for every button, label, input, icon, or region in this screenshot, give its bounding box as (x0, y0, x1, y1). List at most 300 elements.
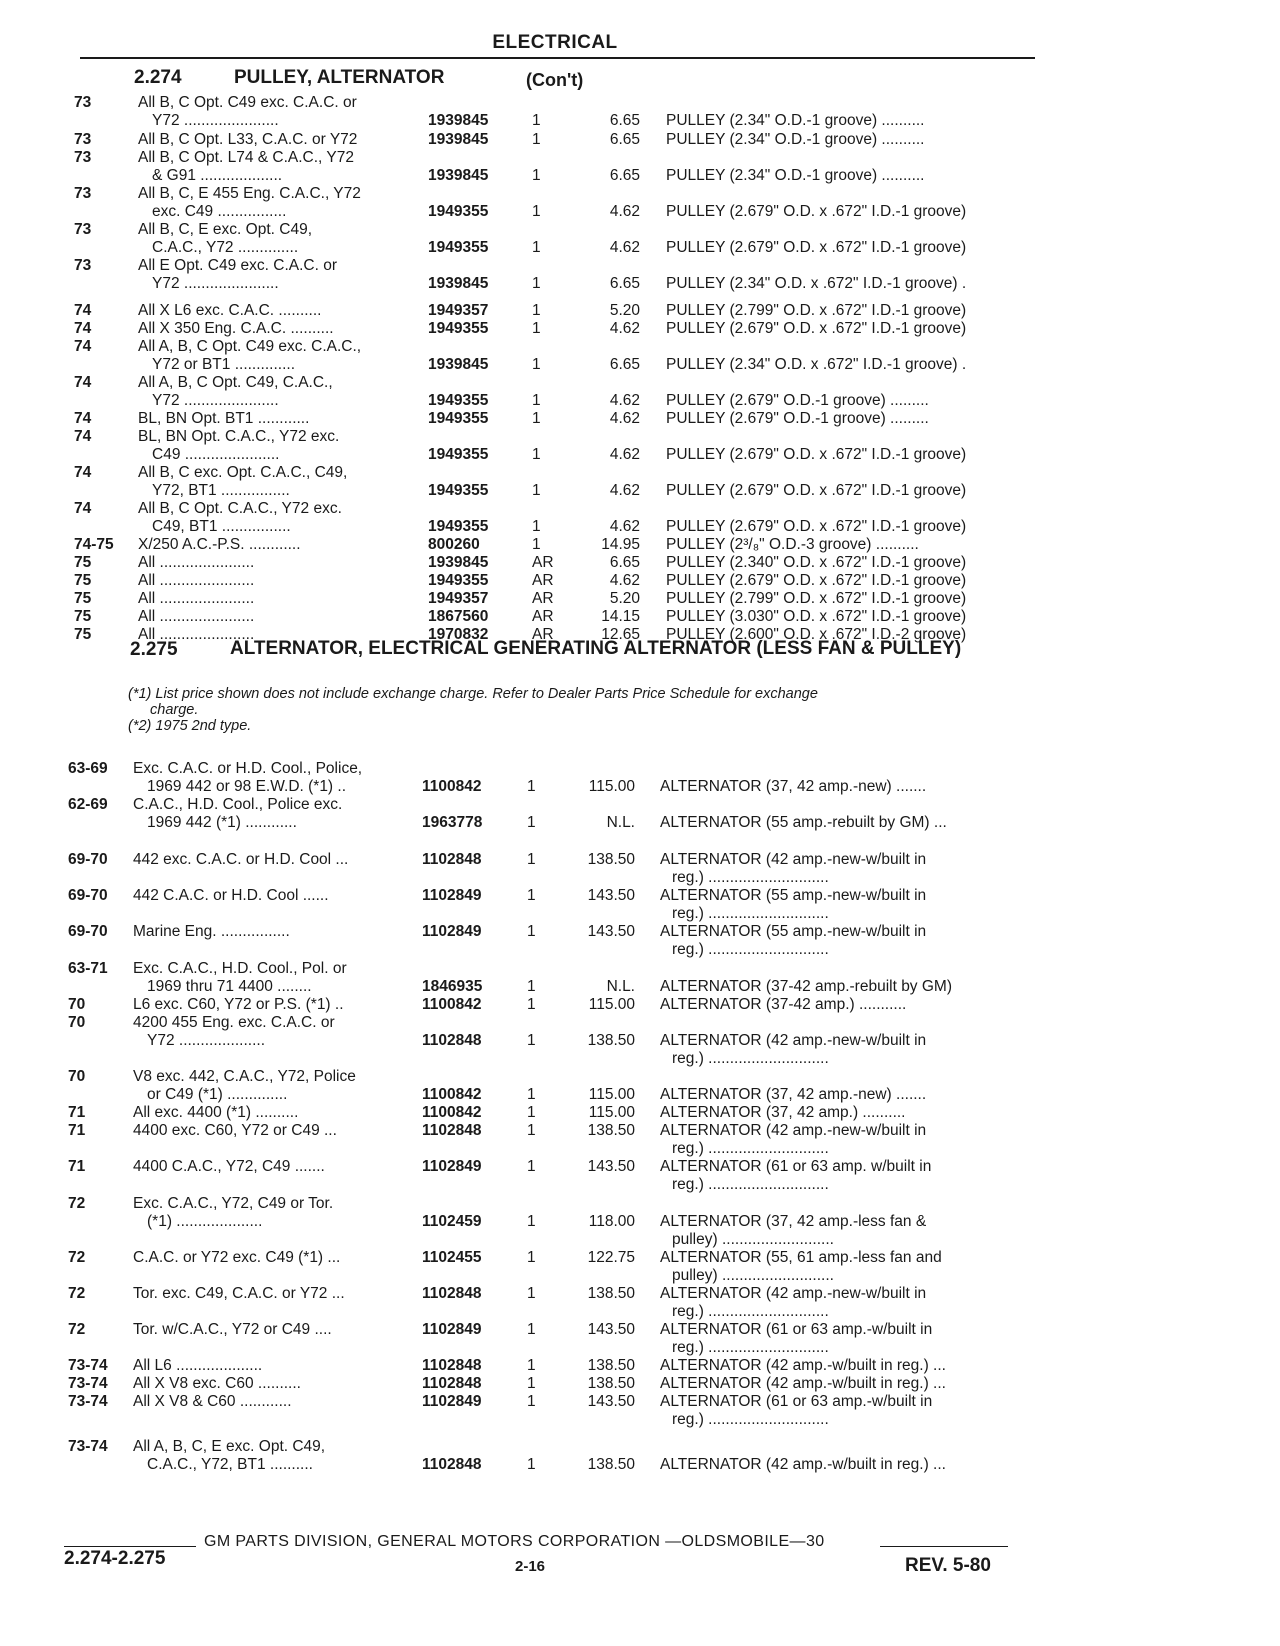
quantity: 1 (532, 131, 541, 148)
part-description (660, 1321, 932, 1357)
application-line: All ...................... (138, 554, 255, 571)
part-description (660, 851, 926, 887)
list-price: 138.50 (587, 1357, 635, 1374)
application-line: All A, B, C Opt. C49 exc. C.A.C., (138, 338, 362, 355)
application-line: 1969 thru 71 4400 ........ (147, 978, 312, 995)
application-line: All exc. 4400 (*1) .......... (133, 1104, 299, 1121)
application-line: BL, BN Opt. BT1 ............ (138, 410, 310, 427)
application-line: All B, C Opt. C49 exc. C.A.C. or (138, 94, 357, 111)
application-line: Y72 ...................... (152, 112, 279, 129)
part-number: 1949355 (428, 320, 489, 337)
description-line: PULLEY (2.600" O.D. x .672" I.D.-2 groove) (666, 626, 967, 643)
application (133, 1357, 262, 1375)
application-line: exc. C49 ................ (152, 203, 287, 220)
application-line: All B, C Opt. L33, C.A.C. or Y72 (138, 131, 358, 148)
part-number: 1939845 (428, 554, 489, 571)
part-number: 1949355 (428, 392, 489, 409)
description-line: pulley) .......................... (672, 1267, 834, 1284)
part-description (666, 275, 966, 293)
application (133, 1158, 325, 1176)
part-description (666, 203, 966, 221)
application (133, 960, 347, 996)
footer-section-range: 2.274-2.275 (64, 1548, 166, 1569)
application (138, 221, 312, 257)
quantity: 1 (527, 923, 536, 940)
list-price: 143.50 (587, 1393, 635, 1410)
part-description (666, 167, 925, 185)
footer-page-number: 2-16 (515, 1558, 546, 1575)
part-number: 800260 (428, 536, 480, 553)
year-range: 69-70 (68, 851, 108, 868)
description-line: ALTERNATOR (37-42 amp.-rebuilt by GM) (660, 978, 952, 995)
year-range: 63-71 (68, 960, 108, 977)
description-line: PULLEY (3.030" O.D. x .672" I.D.-1 groove) (666, 608, 967, 625)
part-description (660, 1375, 946, 1393)
year-range: 73 (74, 149, 92, 166)
year-range: 75 (74, 590, 92, 607)
description-line: ALTERNATOR (55 amp.-new-w/built in (660, 923, 927, 940)
application (138, 149, 354, 185)
part-number: 1102848 (422, 1032, 482, 1049)
part-description (660, 1393, 932, 1429)
description-line: ALTERNATOR (55 amp.-rebuilt by GM) ... (660, 814, 947, 831)
application (133, 1122, 337, 1140)
application-line: All B, C exc. Opt. C.A.C., C49, (138, 464, 348, 481)
quantity: 1 (527, 1321, 536, 1338)
list-price: 4.62 (609, 410, 640, 427)
part-number: 1949355 (428, 482, 489, 499)
note-line: charge. (150, 702, 199, 718)
part-description (666, 608, 966, 626)
description-line: reg.) ............................ (672, 941, 829, 958)
quantity: 1 (532, 112, 541, 129)
year-range: 75 (74, 572, 92, 589)
application (138, 374, 333, 410)
quantity: 1 (527, 1158, 536, 1175)
section-title: ALTERNATOR, ELECTRICAL GENERATING ALTERNATOR (LESS FAN & PULLEY) (230, 638, 962, 659)
list-price: 6.65 (609, 554, 640, 571)
description-line: PULLEY (2.679" O.D. x .672" I.D.-1 groove) (666, 572, 967, 589)
application-line: Tor. w/C.A.C., Y72 or C49 .... (133, 1321, 332, 1338)
application-line: All A, B, C Opt. C49, C.A.C., (138, 374, 333, 391)
application-line: C.A.C., Y72, BT1 .......... (147, 1456, 313, 1473)
list-price: 115.00 (588, 1104, 635, 1121)
description-line: PULLEY (2.679" O.D. x .672" I.D.-1 groove) (666, 320, 967, 337)
part-description (660, 1249, 942, 1285)
year-range: 74 (74, 338, 92, 355)
year-range: 73 (74, 185, 92, 202)
quantity: 1 (527, 778, 536, 795)
description-line: pulley) .......................... (672, 1231, 834, 1248)
application-line: All B, C Opt. C.A.C., Y72 exc. (138, 500, 342, 517)
application (133, 887, 329, 905)
description-line: ALTERNATOR (37, 42 amp.-new) ....... (660, 1086, 927, 1103)
part-number: 1102848 (422, 851, 482, 868)
description-line: PULLEY (2.679" O.D. x .672" I.D.-1 groove) (666, 239, 967, 256)
description-line: ALTERNATOR (37, 42 amp.-new) ....... (660, 778, 927, 795)
quantity: 1 (527, 887, 536, 904)
part-number: 1949355 (428, 572, 489, 589)
quantity: 1 (527, 1032, 536, 1049)
year-range: 73 (74, 94, 92, 111)
application (138, 464, 347, 500)
list-price: 6.65 (609, 112, 640, 129)
application-line: or C49 (*1) .............. (147, 1086, 288, 1103)
application-line: C.A.C., Y72 .............. (152, 239, 299, 256)
description-line: PULLEY (2.34" O.D.-1 groove) .......... (666, 167, 925, 184)
application-line: All X V8 & C60 ............ (133, 1393, 292, 1410)
description-line: ALTERNATOR (55, 61 amp.-less fan and (660, 1249, 942, 1266)
application-line: All B, C Opt. L74 & C.A.C., Y72 (138, 149, 354, 166)
note-line: (*2) 1975 2nd type. (128, 718, 252, 734)
description-line: ALTERNATOR (42 amp.-new-w/built in (660, 851, 927, 868)
year-range: 73 (74, 221, 92, 238)
list-price: 4.62 (609, 482, 640, 499)
quantity: 1 (532, 302, 541, 319)
application-line: Exc. C.A.C., H.D. Cool., Pol. or (133, 960, 347, 977)
application-line: X/250 A.C.-P.S. ............ (138, 536, 301, 553)
description-line: reg.) ............................ (672, 1050, 829, 1067)
part-description (666, 590, 966, 608)
part-description (666, 446, 966, 464)
description-line: ALTERNATOR (37, 42 amp.) .......... (660, 1104, 906, 1121)
part-description (666, 572, 966, 590)
application-line: C49 ...................... (152, 446, 280, 463)
part-description (666, 410, 929, 428)
part-number: 1102848 (422, 1456, 482, 1473)
year-range: 74 (74, 500, 92, 517)
part-description (660, 923, 926, 959)
part-description (666, 302, 966, 320)
application-line: Tor. exc. C49, C.A.C. or Y72 ... (133, 1285, 345, 1302)
application-line: All E Opt. C49 exc. C.A.C. or (138, 257, 337, 274)
list-price: 115.00 (588, 996, 635, 1013)
quantity: 1 (532, 275, 541, 292)
description-line: ALTERNATOR (42 amp.-w/built in reg.) ... (660, 1357, 946, 1374)
description-line: reg.) ............................ (672, 1303, 829, 1320)
list-price: 4.62 (609, 392, 640, 409)
year-range: 69-70 (68, 923, 108, 940)
part-number: 1100842 (422, 996, 482, 1013)
list-price: 4.62 (609, 320, 640, 337)
application (138, 131, 357, 149)
quantity: 1 (527, 1456, 536, 1473)
part-description (666, 482, 966, 500)
list-price: 6.65 (609, 275, 640, 292)
year-range: 73-74 (68, 1438, 108, 1455)
description-line: reg.) ............................ (672, 905, 829, 922)
quantity: AR (532, 608, 554, 625)
part-number: 1100842 (422, 1104, 482, 1121)
application-line: Marine Eng. ................ (133, 923, 290, 940)
part-description (666, 554, 966, 572)
list-price: 5.20 (609, 302, 640, 319)
description-line: ALTERNATOR (61 or 63 amp.-w/built in (660, 1321, 933, 1338)
description-line: ALTERNATOR (37-42 amp.) ........... (660, 996, 907, 1013)
list-price: 138.50 (587, 1375, 635, 1392)
quantity: AR (532, 626, 554, 643)
part-number: 1949355 (428, 446, 489, 463)
list-price: 138.50 (587, 851, 635, 868)
quantity: 1 (527, 1375, 536, 1392)
application (133, 1104, 298, 1122)
application-line: Exc. C.A.C. or H.D. Cool., Police, (133, 760, 363, 777)
section-continued: (Con't) (526, 70, 584, 90)
part-number: 1102849 (422, 923, 482, 940)
part-description (660, 1158, 931, 1194)
application (138, 185, 361, 221)
list-price: 143.50 (587, 887, 635, 904)
application (138, 410, 309, 428)
quantity: 1 (527, 851, 536, 868)
part-number: 1939845 (428, 112, 489, 129)
description-line: ALTERNATOR (37, 42 amp.-less fan & (660, 1213, 927, 1230)
quantity: 1 (532, 518, 541, 535)
quantity: 1 (532, 167, 541, 184)
part-number: 1939845 (428, 275, 489, 292)
year-range: 73-74 (68, 1375, 108, 1392)
description-line: PULLEY (2.799" O.D. x .672" I.D.-1 groove) (666, 302, 967, 319)
application-line: Y72 .................... (147, 1032, 266, 1049)
part-description (666, 112, 925, 130)
description-line: PULLEY (2.679" O.D.-1 groove) ......... (666, 392, 929, 409)
application-line: L6 exc. C60, Y72 or P.S. (*1) .. (133, 996, 344, 1013)
part-number: 1102849 (422, 1393, 482, 1410)
quantity: 1 (527, 1213, 536, 1230)
application-line: (*1) .................... (147, 1213, 263, 1230)
part-number: 1949355 (428, 410, 489, 427)
part-description (666, 356, 966, 374)
description-line: PULLEY (2.34" O.D. x .672" I.D.-1 groove) . (666, 275, 967, 292)
year-range: 74 (74, 428, 92, 445)
application-line: All B, C, E 455 Eng. C.A.C., Y72 (138, 185, 361, 202)
list-price: 5.20 (609, 590, 640, 607)
part-number: 1100842 (422, 1086, 482, 1103)
quantity: 1 (532, 392, 541, 409)
year-range: 75 (74, 608, 92, 625)
application-line: C.A.C., H.D. Cool., Police exc. (133, 796, 343, 813)
quantity: 1 (532, 410, 541, 427)
part-number: 1963778 (422, 814, 483, 831)
part-description (660, 1086, 926, 1104)
year-range: 73-74 (68, 1393, 108, 1410)
part-number: 1846935 (422, 978, 483, 995)
list-price: 122.75 (587, 1249, 635, 1266)
part-description (660, 1357, 946, 1375)
description-line: ALTERNATOR (42 amp.-new-w/built in (660, 1032, 927, 1049)
description-line: PULLEY (2.340" O.D. x .672" I.D.-1 groove) (666, 554, 967, 571)
year-range: 70 (68, 996, 86, 1013)
list-price: 6.65 (609, 356, 640, 373)
quantity: 1 (532, 320, 541, 337)
list-price: 4.62 (609, 518, 640, 535)
year-range: 74 (74, 320, 92, 337)
description-line: reg.) ............................ (672, 1140, 829, 1157)
description-line: PULLEY (2.679" O.D. x .672" I.D.-1 groove) (666, 518, 967, 535)
part-number: 1949355 (428, 203, 489, 220)
year-range: 70 (68, 1014, 86, 1031)
application (138, 554, 254, 572)
application-line: 1969 442 (*1) ............ (147, 814, 297, 831)
quantity: 1 (527, 1249, 536, 1266)
quantity: 1 (527, 996, 536, 1013)
list-price: 115.00 (588, 1086, 635, 1103)
description-line: ALTERNATOR (42 amp.-w/built in reg.) ... (660, 1375, 946, 1392)
quantity: 1 (527, 814, 536, 831)
list-price: 6.65 (609, 167, 640, 184)
application (133, 1375, 301, 1393)
application-line: All A, B, C, E exc. Opt. C49, (133, 1438, 326, 1455)
page-header-title: ELECTRICAL (492, 32, 618, 53)
application (133, 1014, 335, 1050)
year-range: 63-69 (68, 760, 108, 777)
application (138, 608, 254, 626)
year-range: 71 (68, 1104, 86, 1121)
part-number: 1102849 (422, 1158, 482, 1175)
quantity: 1 (527, 1104, 536, 1121)
footer-revision: REV. 5-80 (905, 1555, 991, 1576)
application-line: BL, BN Opt. C.A.C., Y72 exc. (138, 428, 340, 445)
section-title: PULLEY, ALTERNATOR (234, 67, 445, 88)
list-price: 4.62 (609, 572, 640, 589)
list-price: N.L. (606, 978, 635, 995)
year-range: 72 (68, 1195, 86, 1212)
application (133, 996, 344, 1014)
quantity: 1 (527, 1122, 536, 1139)
application (133, 1249, 340, 1267)
year-range: 70 (68, 1068, 86, 1085)
part-description (660, 1032, 926, 1068)
application-line: Y72 or BT1 .............. (152, 356, 295, 373)
quantity: 1 (527, 1285, 536, 1302)
year-range: 72 (68, 1249, 86, 1266)
part-description (660, 1456, 946, 1474)
application (138, 320, 334, 338)
description-line: PULLEY (2³/₈" O.D.-3 groove) .......... (666, 536, 919, 553)
application-line: Y72, BT1 ................ (152, 482, 290, 499)
part-number: 1102848 (422, 1357, 482, 1374)
application (138, 428, 339, 464)
section-note (128, 686, 818, 734)
description-line: reg.) ............................ (672, 869, 829, 886)
quantity: 1 (527, 978, 536, 995)
year-range: 73-74 (68, 1357, 108, 1374)
part-description (660, 1285, 926, 1321)
application-line: All ...................... (138, 590, 255, 607)
part-number: 1102459 (422, 1213, 482, 1230)
part-description (660, 996, 906, 1014)
application (138, 302, 321, 320)
part-description (666, 239, 966, 257)
application (133, 1321, 332, 1339)
part-number: 1949355 (428, 518, 489, 535)
description-line: PULLEY (2.34" O.D. x .672" I.D.-1 groove) . (666, 356, 967, 373)
application-line: 442 C.A.C. or H.D. Cool ...... (133, 887, 329, 904)
description-line: PULLEY (2.34" O.D.-1 groove) .......... (666, 112, 925, 129)
list-price: 138.50 (587, 1456, 635, 1473)
quantity: 1 (532, 536, 541, 553)
footer-publisher: GM PARTS DIVISION, GENERAL MOTORS CORPORATION —OLDSMOBILE—30 (204, 1533, 825, 1550)
description-line: PULLEY (2.679" O.D. x .672" I.D.-1 groove) (666, 203, 967, 220)
part-description (666, 320, 966, 338)
list-price: 143.50 (587, 1158, 635, 1175)
application (133, 760, 362, 796)
part-description (660, 887, 926, 923)
application-line: All L6 .................... (133, 1357, 263, 1374)
part-number: 1102848 (422, 1285, 482, 1302)
list-price: 14.15 (601, 608, 640, 625)
part-number: 1102849 (422, 887, 482, 904)
application-line: V8 exc. 442, C.A.C., Y72, Police (133, 1068, 356, 1085)
section-number: 2.274 (134, 67, 182, 88)
section-2275-heading (130, 640, 1030, 680)
application (133, 923, 290, 941)
application-line: All ...................... (138, 572, 255, 589)
quantity: 1 (532, 446, 541, 463)
quantity: 1 (532, 239, 541, 256)
application (133, 1438, 325, 1474)
list-price: 143.50 (587, 923, 635, 940)
application (138, 338, 361, 374)
application (138, 500, 342, 536)
application (133, 1068, 356, 1104)
application (138, 590, 254, 608)
application-line: 4400 C.A.C., Y72, C49 ....... (133, 1158, 325, 1175)
year-range: 75 (74, 626, 92, 643)
application (133, 1393, 292, 1411)
description-line: PULLEY (2.679" O.D.-1 groove) ......... (666, 410, 929, 427)
quantity: AR (532, 554, 554, 571)
part-description (660, 1104, 906, 1122)
part-description (666, 518, 966, 536)
part-description (666, 392, 929, 410)
application (133, 1285, 345, 1303)
year-range: 73 (74, 257, 92, 274)
year-range: 71 (68, 1122, 86, 1139)
application-line: All X 350 Eng. C.A.C. .......... (138, 320, 334, 337)
part-number: 1949357 (428, 302, 489, 319)
application-line: All ...................... (138, 626, 255, 643)
description-line: ALTERNATOR (42 amp.-w/built in reg.) ... (660, 1456, 946, 1473)
note-line: (*1) List price shown does not include exchange charge. Refer to Dealer Parts Price Schedule for exchange (128, 686, 818, 702)
part-number: 1102849 (422, 1321, 482, 1338)
quantity: AR (532, 590, 554, 607)
header-rule (80, 57, 1035, 59)
application-line: & G91 ................... (152, 167, 283, 184)
year-range: 72 (68, 1321, 86, 1338)
footer-rule (880, 1546, 1008, 1547)
list-price: 138.50 (587, 1122, 635, 1139)
application (133, 1195, 333, 1231)
list-price: 4.62 (609, 239, 640, 256)
part-description (660, 1213, 926, 1249)
year-range: 74 (74, 410, 92, 427)
application (133, 796, 342, 832)
part-description (666, 536, 919, 554)
part-number: 1949355 (428, 239, 489, 256)
application (138, 94, 357, 130)
list-price: 115.00 (588, 778, 635, 795)
year-range: 72 (68, 1285, 86, 1302)
description-line: ALTERNATOR (61 or 63 amp. w/built in (660, 1158, 932, 1175)
part-description (660, 778, 926, 796)
part-number: 1939845 (428, 131, 489, 148)
part-number: 1102455 (422, 1249, 482, 1266)
application-line: C.A.C. or Y72 exc. C49 (*1) ... (133, 1249, 341, 1266)
footer-rule (64, 1546, 196, 1547)
year-range: 73 (74, 131, 92, 148)
part-number: 1949357 (428, 590, 489, 607)
